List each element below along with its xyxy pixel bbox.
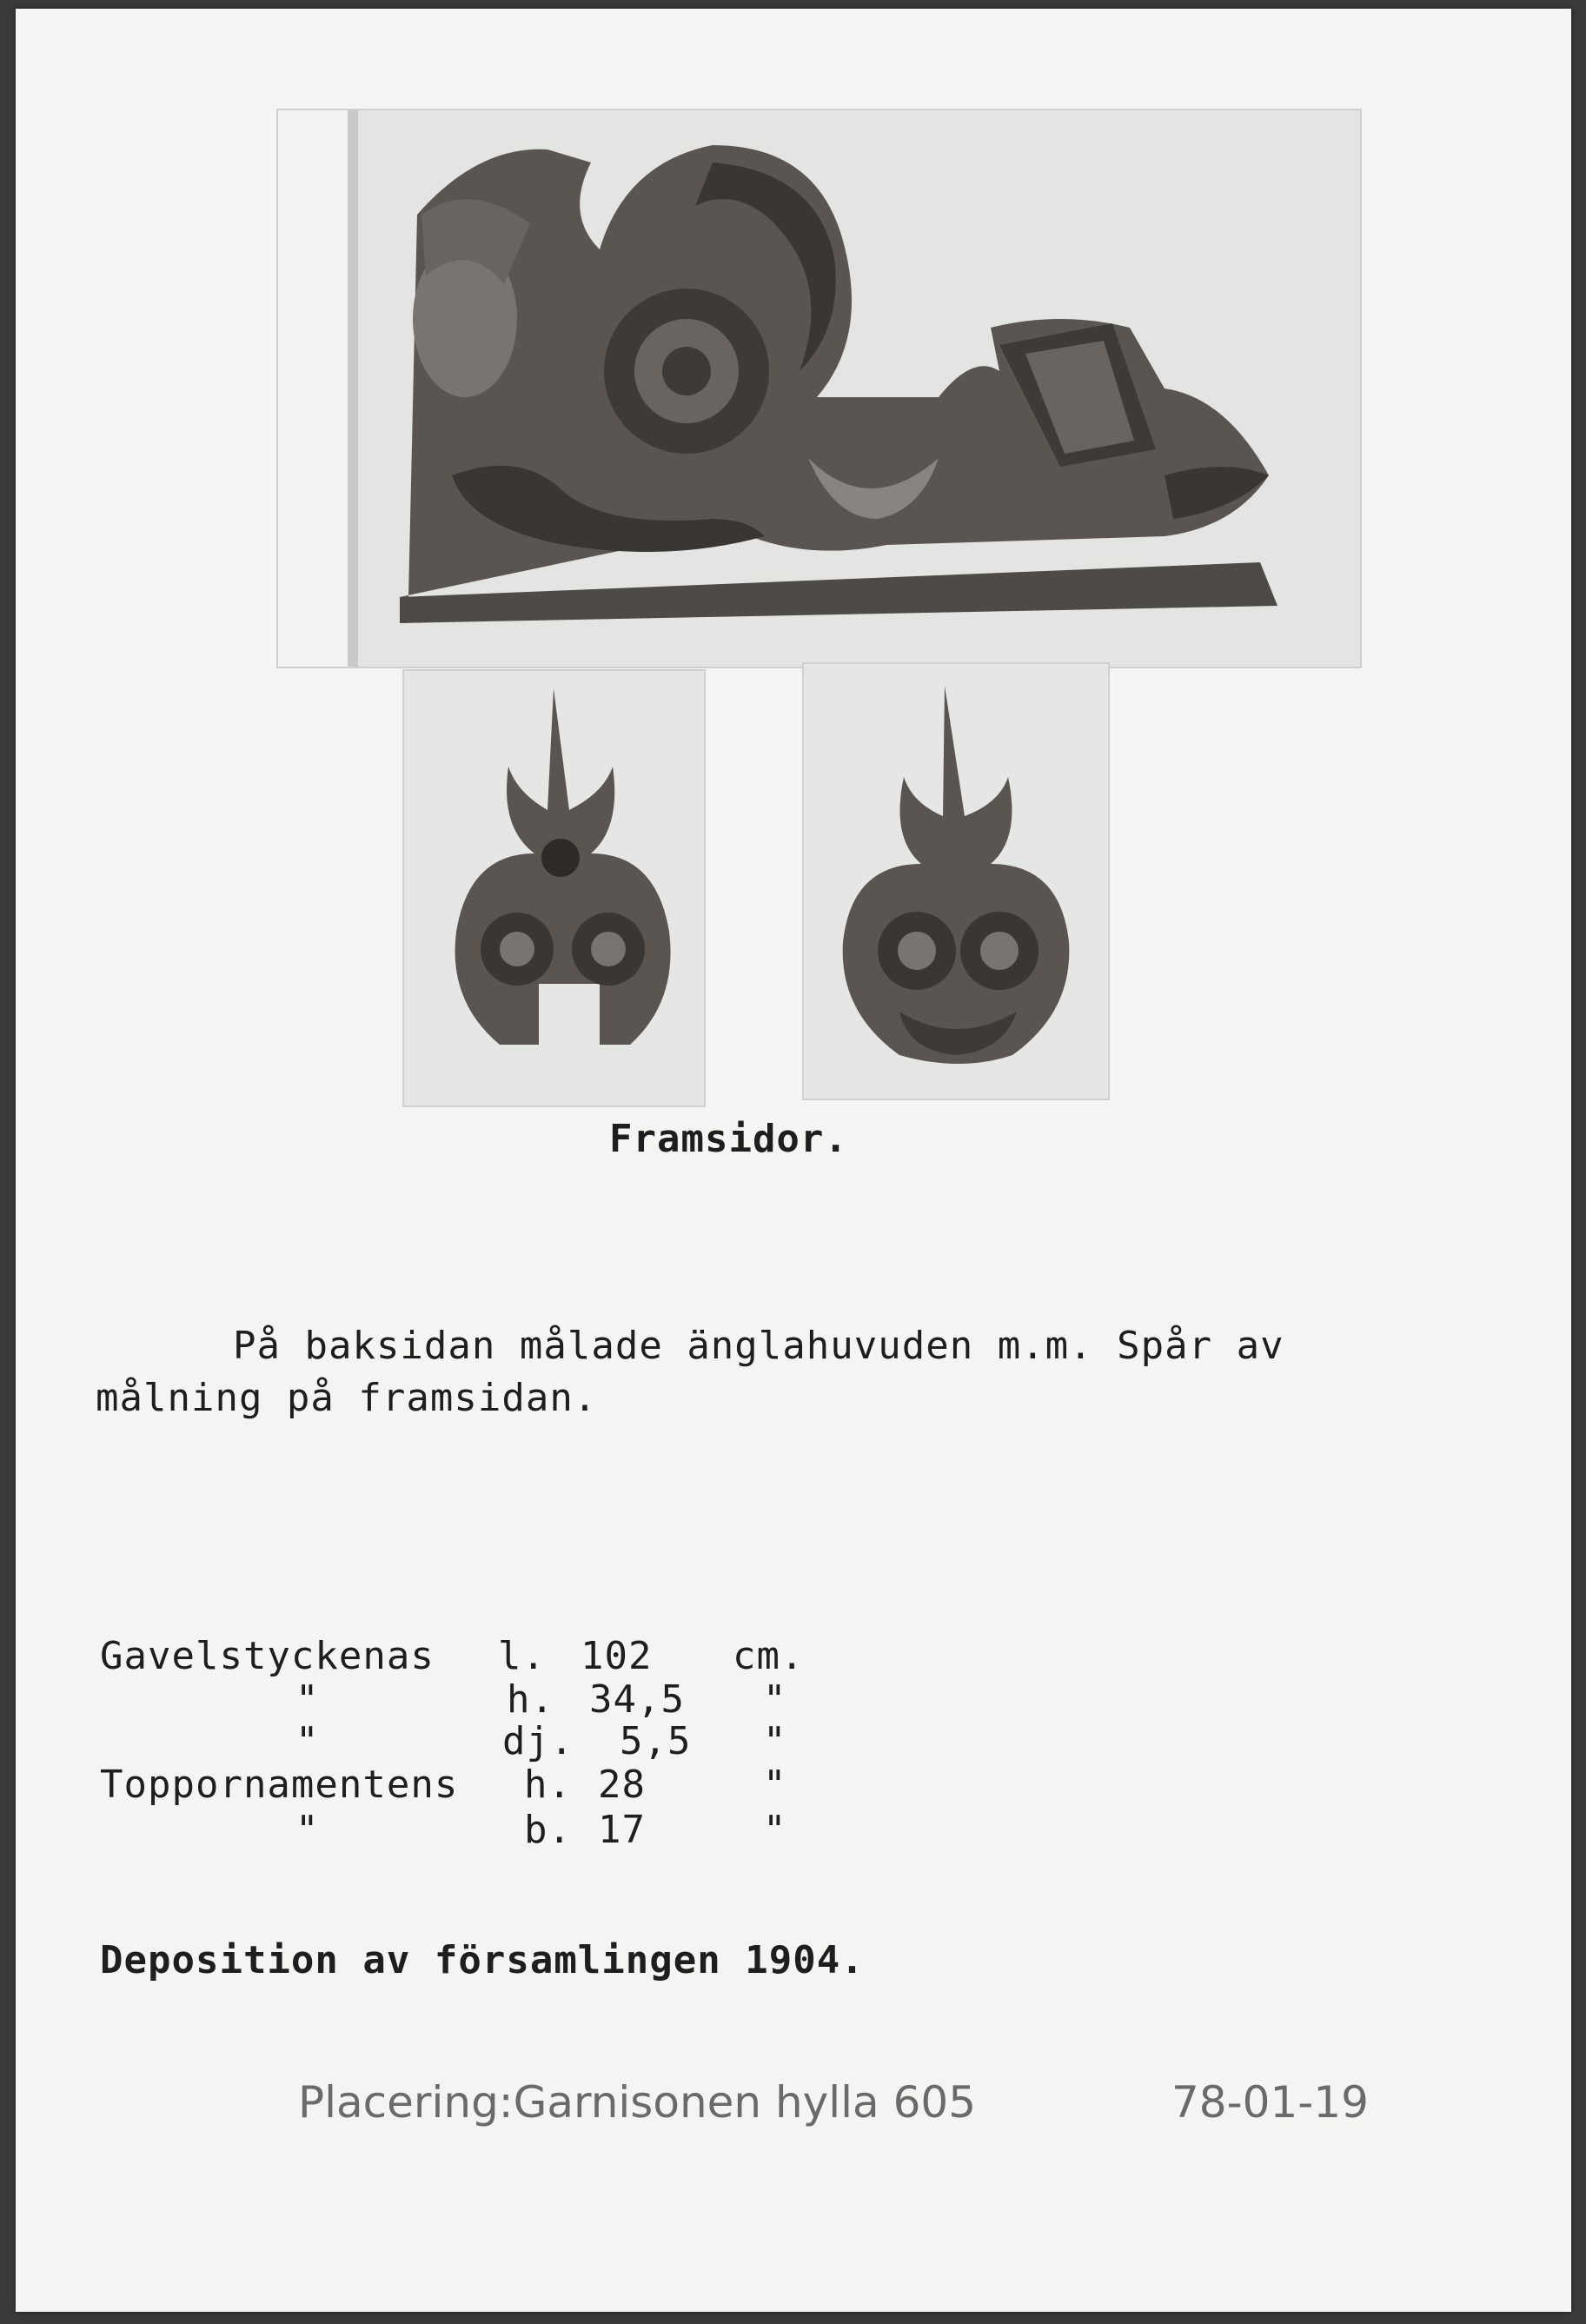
top-ornament-right-illustration	[804, 664, 1108, 1099]
description-line-1: På baksidan målade änglahuvuden m.m. Spår av	[233, 1324, 1284, 1368]
date-stamp: 78-01-19	[1171, 2077, 1369, 2128]
dimension-type: h.	[524, 1763, 572, 1807]
description-line-2: målning på framsidan.	[96, 1376, 598, 1420]
dimension-unit: "	[763, 1677, 787, 1722]
dimension-type: h.	[507, 1677, 554, 1722]
dimension-unit: "	[763, 1808, 787, 1852]
dimension-value: 17	[598, 1808, 646, 1852]
dimension-label: Toppornamentens	[100, 1763, 459, 1807]
dimension-type: dj.	[502, 1719, 574, 1763]
deposition-note: Deposition av församlingen 1904.	[100, 1938, 865, 1982]
dimension-type: l.	[498, 1634, 546, 1678]
placement-stamp: Placering:Garnisonen hylla 605	[298, 2077, 977, 2128]
top-ornament-left-illustration	[404, 671, 704, 1106]
photo-gable-piece	[276, 109, 1362, 668]
dimension-value: 102	[581, 1634, 653, 1678]
dimension-label: "	[295, 1808, 320, 1852]
dimension-unit: "	[763, 1763, 787, 1807]
photo-caption: Framsidor.	[609, 1117, 848, 1161]
dimension-label: "	[295, 1677, 320, 1722]
photo-top-ornament-right	[802, 662, 1110, 1100]
dimension-unit: cm.	[733, 1634, 805, 1678]
gable-piece-illustration	[278, 110, 1360, 667]
dimension-value: 34,5	[589, 1677, 685, 1722]
catalog-card	[16, 9, 1571, 2312]
photo-top-ornament-left	[402, 669, 706, 1107]
dimension-type: b.	[524, 1808, 572, 1852]
dimension-label: "	[295, 1719, 320, 1763]
dimension-unit: "	[763, 1719, 787, 1763]
dimension-label: Gavelstyckenas	[100, 1634, 435, 1678]
dimension-value: 28	[598, 1763, 646, 1807]
dimension-value: 5,5	[620, 1719, 692, 1763]
